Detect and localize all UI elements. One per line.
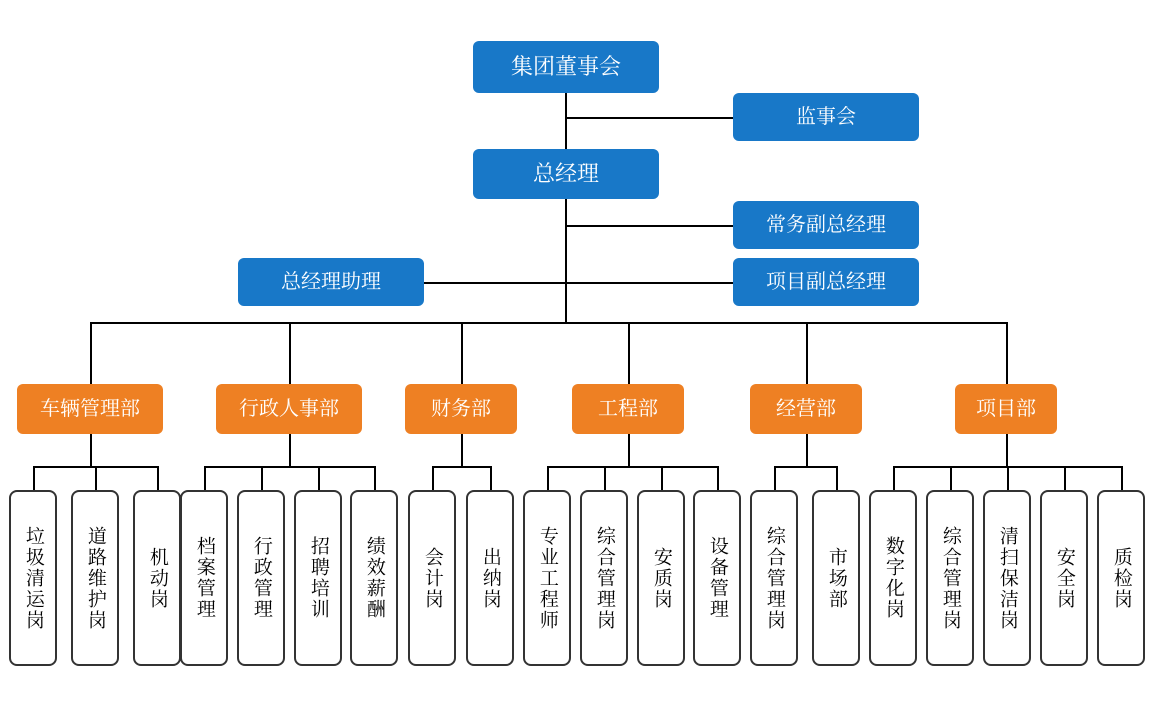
connector-drop-dept-2 [289, 322, 291, 384]
node-post-marketing[interactable]: 市场部 [812, 490, 860, 666]
connector-gm-trunk [565, 199, 567, 323]
node-post-mobile[interactable]: 机动岗 [133, 490, 181, 666]
node-board[interactable]: 集团董事会 [473, 41, 659, 93]
node-post-project-general-admin[interactable]: 综合管理岗 [926, 490, 974, 666]
connector-post-drop [774, 466, 776, 490]
connector-post-bus-3 [432, 466, 490, 468]
connector-post-drop [661, 466, 663, 490]
connector-post-bus-5 [774, 466, 836, 468]
connector-post-drop [604, 466, 606, 490]
connector-post-drop [95, 466, 97, 490]
node-supervisory-board[interactable]: 监事会 [733, 93, 919, 141]
connector-post-drop [717, 466, 719, 490]
connector-post-drop [836, 466, 838, 490]
connector-post-drop [261, 466, 263, 490]
node-post-safety-quality[interactable]: 安质岗 [637, 490, 685, 666]
connector-post-drop [432, 466, 434, 490]
node-department-finance[interactable]: 财务部 [405, 384, 517, 434]
node-post-garbage-transport[interactable]: 垃圾清运岗 [9, 490, 57, 666]
connector-department-bus [90, 322, 1006, 324]
connector-drop-dept-5 [806, 322, 808, 384]
connector-post-drop [1007, 466, 1009, 490]
connector-post-drop [318, 466, 320, 490]
connector-project-vice-gm [565, 282, 733, 284]
connector-drop-dept-6 [1006, 322, 1008, 384]
node-gm-assistant[interactable]: 总经理助理 [238, 258, 424, 306]
node-post-digitalization[interactable]: 数字化岗 [869, 490, 917, 666]
node-post-accounting[interactable]: 会计岗 [408, 490, 456, 666]
connector-drop-dept-1 [90, 322, 92, 384]
node-post-archives[interactable]: 档案管理 [180, 490, 228, 666]
connector-dept5-stem [806, 434, 808, 468]
node-executive-vice-gm[interactable]: 常务副总经理 [733, 201, 919, 249]
connector-drop-dept-3 [461, 322, 463, 384]
connector-post-drop [893, 466, 895, 490]
connector-post-drop [950, 466, 952, 490]
connector-gm-assistant [424, 282, 566, 284]
node-post-recruitment-training[interactable]: 招聘培训 [294, 490, 342, 666]
connector-drop-dept-4 [628, 322, 630, 384]
connector-post-drop [1064, 466, 1066, 490]
connector-dept4-stem [628, 434, 630, 468]
node-post-professional-engineer[interactable]: 专业工程师 [523, 490, 571, 666]
node-post-equipment-management[interactable]: 设备管理 [693, 490, 741, 666]
connector-post-drop [157, 466, 159, 490]
node-department-vehicle[interactable]: 车辆管理部 [17, 384, 163, 434]
connector-post-drop [33, 466, 35, 490]
connector-post-drop [490, 466, 492, 490]
connector-dept1-stem [90, 434, 92, 468]
connector-dept3-stem [461, 434, 463, 468]
node-post-cashier[interactable]: 出纳岗 [466, 490, 514, 666]
node-department-engineering[interactable]: 工程部 [572, 384, 684, 434]
connector-post-drop [204, 466, 206, 490]
connector-post-bus-4 [547, 466, 717, 468]
connector-post-drop [1121, 466, 1123, 490]
node-post-quality-inspection[interactable]: 质检岗 [1097, 490, 1145, 666]
node-department-admin-hr[interactable]: 行政人事部 [216, 384, 362, 434]
connector-executive-vice-gm [565, 225, 733, 227]
node-post-safety[interactable]: 安全岗 [1040, 490, 1088, 666]
node-general-manager[interactable]: 总经理 [473, 149, 659, 199]
node-project-vice-gm[interactable]: 项目副总经理 [733, 258, 919, 306]
node-post-operations-general-admin[interactable]: 综合管理岗 [750, 490, 798, 666]
node-post-road-maintenance[interactable]: 道路维护岗 [71, 490, 119, 666]
connector-dept2-stem [289, 434, 291, 468]
connector-post-drop [547, 466, 549, 490]
connector-dept6-stem [1006, 434, 1008, 468]
node-post-cleaning[interactable]: 清扫保洁岗 [983, 490, 1031, 666]
node-post-performance-compensation[interactable]: 绩效薪酬 [350, 490, 398, 666]
node-department-operations[interactable]: 经营部 [750, 384, 862, 434]
node-post-administration[interactable]: 行政管理 [237, 490, 285, 666]
connector-supervisory [565, 117, 733, 119]
connector-post-drop [374, 466, 376, 490]
node-post-engineering-general-admin[interactable]: 综合管理岗 [580, 490, 628, 666]
connector-post-bus-2 [204, 466, 374, 468]
node-department-project[interactable]: 项目部 [955, 384, 1057, 434]
